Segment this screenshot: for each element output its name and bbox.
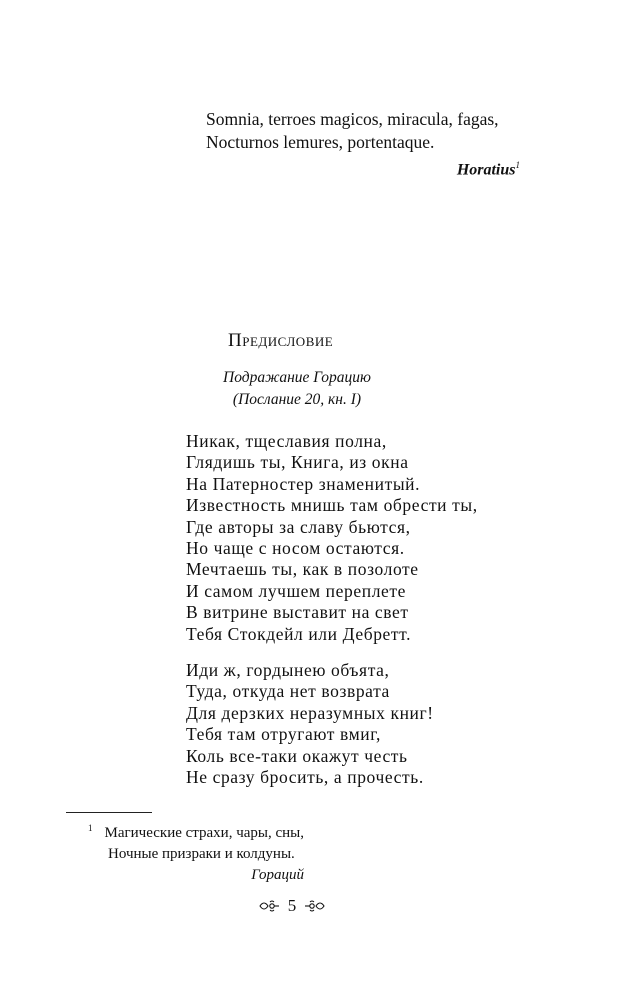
subtitle-line: (Послание 20, кн. I) bbox=[232, 391, 362, 408]
footnote-line: Ночные призраки и колдуны. bbox=[108, 846, 295, 862]
footnote-mark: 1 bbox=[88, 823, 93, 833]
verse-line: Иди ж, гордынею объята, bbox=[186, 660, 390, 680]
subtitle-line: Подражание Горацию bbox=[223, 369, 371, 386]
page-number: 5 bbox=[287, 896, 297, 915]
verse-line: Тебя там отругают вмиг, bbox=[186, 724, 382, 745]
footnote-reference: 1 bbox=[515, 160, 520, 170]
verse-line: Где авторы за славу бьются, bbox=[186, 516, 411, 537]
page-number-block bbox=[252, 896, 332, 916]
epigraph bbox=[206, 108, 520, 181]
footnote-attribution: Гораций bbox=[251, 867, 305, 883]
footnote bbox=[88, 818, 304, 886]
epigraph-line: Nocturnos lemures, portentaque. bbox=[206, 132, 435, 152]
verse-line: Коль все-таки окажут честь bbox=[186, 745, 408, 766]
fleuron-right-icon bbox=[304, 899, 326, 913]
verse-line: В витрине выставит на свет bbox=[186, 602, 409, 623]
verse-line: И самом лучшем переплете bbox=[186, 580, 407, 601]
verse-line: Для дерзких неразумных книг! bbox=[186, 702, 434, 723]
verse-line: Известность мнишь там обрести ты, bbox=[186, 495, 478, 516]
verse-line: Не сразу бросить, а прочесть. bbox=[186, 767, 424, 788]
footnote-rule bbox=[66, 812, 152, 813]
verse-line: Глядишь ты, Книга, из окна bbox=[186, 452, 409, 473]
verse-line: Туда, откуда нет возврата bbox=[186, 681, 390, 702]
epigraph-attribution-text: Horatius bbox=[456, 161, 516, 179]
verse-line: Никак, тщеславия полна, bbox=[186, 431, 387, 451]
epigraph-attribution bbox=[206, 154, 520, 181]
epigraph-line: Somnia, terroes magicos, miracula, fagas, bbox=[206, 109, 499, 129]
footnote-line bbox=[88, 818, 304, 844]
fleuron-left-icon bbox=[258, 899, 280, 913]
verse-line: Мечтаешь ты, как в позолоте bbox=[186, 559, 419, 580]
chapter-subtitle bbox=[200, 367, 394, 411]
poem-stanza-2 bbox=[186, 660, 434, 788]
footnote-text: Магические страхи, чары, сны, bbox=[104, 825, 305, 841]
verse-line: Но чаще с носом остаются. bbox=[186, 538, 405, 559]
poem-stanza-1 bbox=[186, 431, 478, 645]
verse-line: Тебя Стокдейл или Дебретт. bbox=[186, 623, 412, 644]
chapter-heading: Предисловие bbox=[228, 330, 334, 351]
verse-line: На Патерностер знаменитый. bbox=[186, 473, 421, 494]
